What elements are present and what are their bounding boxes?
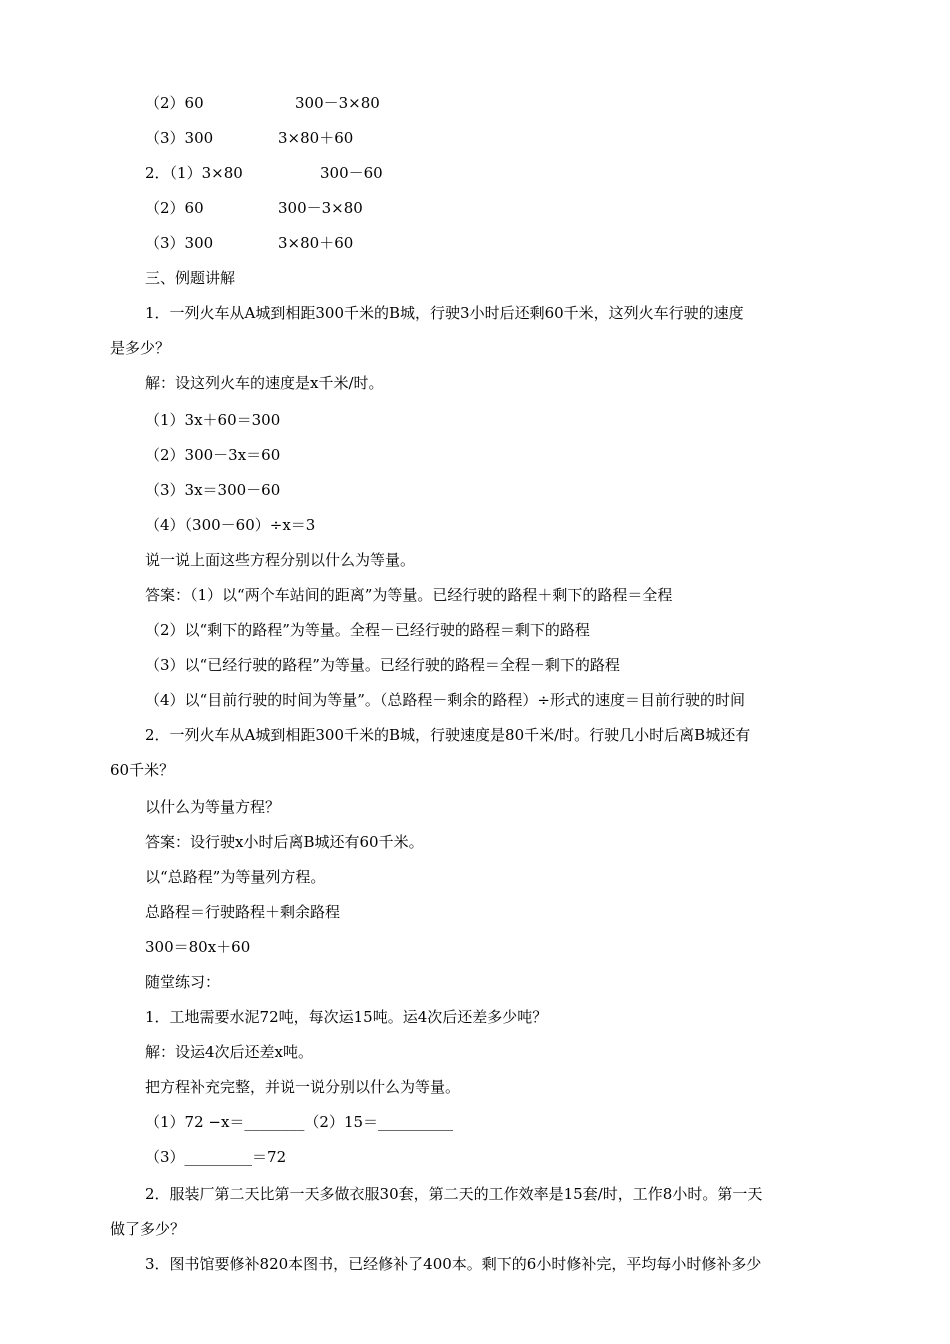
equation-4: （4）（300－60）÷x＝3 — [145, 516, 316, 534]
answer-line-2: （2）以“剩下的路程”为等量。全程－已经行驶的路程＝剩下的路程 — [145, 621, 590, 639]
equation-3: （3）3x＝300－60 — [145, 481, 281, 499]
example-1-text: 1．一列火车从A城到相距300千米的B城，行驶3小时后还剩60千米，这列火车行驶的速度 — [145, 304, 744, 322]
answer-3-value: （3）300 — [145, 129, 214, 147]
example-2-question: 以什么为等量方程？ — [145, 798, 281, 816]
practice-1-blanks-2: （3）_________＝72 — [145, 1148, 287, 1166]
practice-heading: 随堂练习： — [145, 973, 221, 991]
section-heading: 三、例题讲解 — [145, 269, 236, 287]
answer-line-3: （3）以“已经行驶的路程”为等量。已经行驶的路程＝全程－剩下的路程 — [145, 656, 620, 674]
line-1 — [145, 93, 380, 113]
answer-line-4: （4）以“目前行驶的时间为等量”。（总路程－剩余的路程）÷形式的速度＝目前行驶的时间 — [145, 691, 745, 709]
q2-answer-3-expression: 3×80＋60 — [278, 234, 354, 252]
example-1-solution: 解：设这列火车的速度是x千米/时。 — [145, 374, 384, 392]
example-2-basis: 以“总路程”为等量列方程。 — [145, 868, 326, 886]
q2-answer-2-value: （2）60 — [145, 199, 204, 217]
line-4 — [145, 198, 363, 218]
example-2-answer: 答案：设行驶x小时后离B城还有60千米。 — [145, 833, 424, 851]
practice-1-blanks-1: （1）72 −x＝________（2）15＝__________ — [145, 1113, 454, 1131]
answer-2-expression: 300－3×80 — [295, 94, 380, 112]
equation-1: （1）3x＋60＝300 — [145, 411, 281, 429]
practice-3-text: 3．图书馆要修补820本图书，已经修补了400本。剩下的6小时修补完，平均每小时修补多少 — [145, 1255, 762, 1273]
line-2 — [145, 128, 354, 148]
example-1-text-cont: 是多少？ — [110, 339, 171, 357]
answer-3-expression: 3×80＋60 — [278, 129, 354, 147]
discussion-prompt: 说一说上面这些方程分别以什么为等量。 — [145, 551, 416, 569]
line-5 — [145, 233, 354, 253]
example-2-text: 2．一列火车从A城到相距300千米的B城，行驶速度是80千米/时。行驶几小时后离B城还有 — [145, 726, 751, 744]
equation-2: （2）300－3x＝60 — [145, 446, 281, 464]
practice-2-text: 2．服装厂第二天比第一天多做衣服30套，第二天的工作效率是15套/时，工作8小时。第一天 — [145, 1185, 763, 1203]
q2-answer-2-expression: 300－3×80 — [278, 199, 363, 217]
practice-1-instruction: 把方程补充完整，并说一说分别以什么为等量。 — [145, 1078, 461, 1096]
practice-1-text: 1．工地需要水泥72吨，每次运15吨。运4次后还差多少吨？ — [145, 1008, 548, 1026]
practice-1-solution: 解：设运4次后还差x吨。 — [145, 1043, 314, 1061]
answer-line-1: 答案：（1）以“两个车站间的距离”为等量。已经行驶的路程＋剩下的路程＝全程 — [145, 586, 673, 604]
q2-answer-1-value: 2．（1）3×80 — [145, 164, 243, 182]
practice-2-text-cont: 做了多少？ — [110, 1220, 186, 1238]
example-2-relation: 总路程＝行驶路程＋剩余路程 — [145, 903, 341, 921]
example-2-text-cont: 60千米？ — [110, 761, 175, 779]
q2-answer-3-value: （3）300 — [145, 234, 214, 252]
q2-answer-1-expression: 300－60 — [320, 164, 383, 182]
line-3 — [145, 163, 383, 183]
example-2-equation: 300＝80x＋60 — [145, 938, 251, 956]
answer-2-value: （2）60 — [145, 94, 204, 112]
